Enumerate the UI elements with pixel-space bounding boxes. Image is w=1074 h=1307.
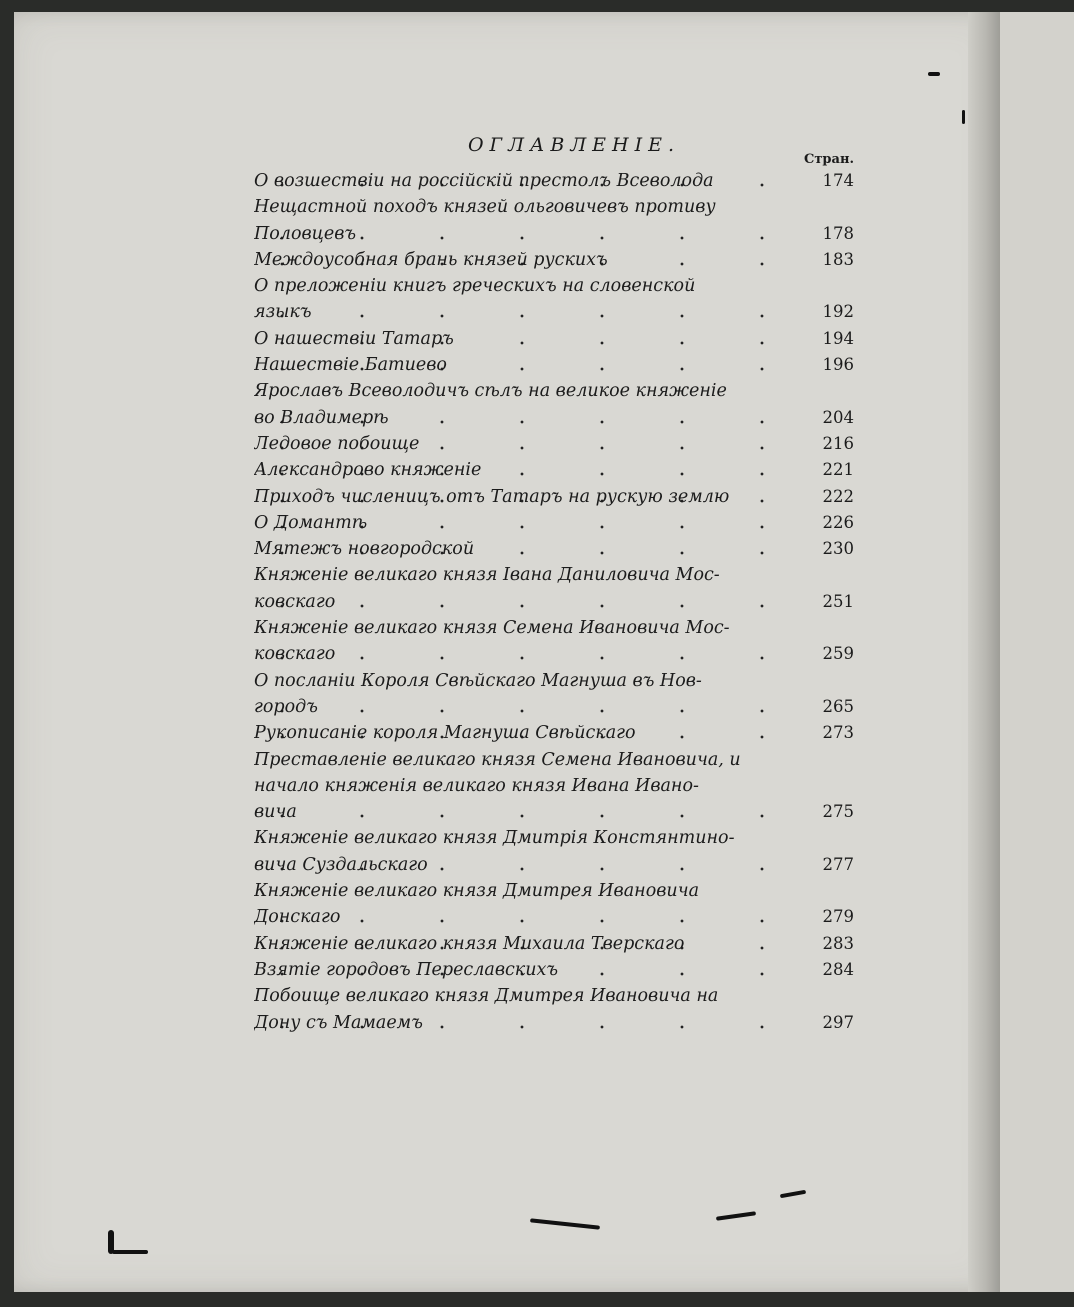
toc-entry [254,852,854,878]
toc-entry-title: Дону съ Мамаемъ [254,1010,802,1036]
toc-entry-page: 196 [822,355,854,375]
toc-entry-title: начало княженія великаго князя Ивана Ивано- [254,775,699,796]
toc-entry-title: Княженіе великаго князя Дмитрея Ивановича [254,881,700,902]
toc-entry-title: Нашествіе Батиево [254,352,802,378]
toc-entry-title: Преставленіе великаго князя Семена Ивановича, и [254,749,741,770]
toc-entry-page: 204 [822,407,854,427]
toc-entry-page: 174 [822,171,854,190]
toc-entry-title: О посланіи Короля Свѣйскаго Магнуша въ Нов- [254,670,702,691]
toc-entry-page: 222 [822,486,854,506]
toc-entry-title: О преложеніи книгъ греческихъ на словенской [254,276,696,297]
toc-entry [254,773,854,799]
toc-entry-title: Половцевъ [254,221,802,247]
toc-entry [254,957,854,983]
toc-entry-title: Взятіе городовъ Переславскихъ [254,957,802,983]
table-of-contents [254,130,854,1036]
toc-entry [254,247,854,273]
toc-entry-page: 183 [822,249,854,269]
ink-mark [928,72,940,76]
toc-entry [254,484,854,510]
toc-entry-title: вича Суздальскаго [254,852,802,878]
toc-entry [254,641,854,667]
toc-entry-title: Княженіе великаго князя Михаила Тверскаго [254,931,802,957]
toc-entry [254,904,854,930]
toc-entry-page: 297 [822,1012,854,1032]
toc-entry [254,983,854,1009]
toc-entry [254,799,854,825]
toc-entry-page: 277 [822,854,854,874]
toc-entry [254,299,854,325]
toc-entry [254,720,854,746]
toc-entry-title: О возшествіи на россійскій престолъ Всеволода [254,168,802,194]
toc-entry-page: 279 [822,907,854,927]
toc-entry [254,431,854,457]
facing-page-edge [1000,12,1074,1292]
toc-entry-page: 226 [822,512,854,532]
toc-entry-page: 216 [822,433,854,453]
toc-entry [254,1010,854,1036]
toc-entry-page: 283 [822,933,854,953]
toc-entry-title: ковскаго [254,589,802,615]
toc-entry-page: 265 [822,696,854,716]
toc-entry-title: во Владимерѣ [254,405,802,431]
toc-entry [254,194,854,220]
toc-entry-title: Княженіе великаго князя Дмитрія Констянтино- [254,828,735,849]
toc-entry [254,378,854,404]
toc-list [254,168,854,1036]
ink-mark [962,110,965,124]
toc-entry [254,352,854,378]
toc-entry-title: ковскаго [254,641,802,667]
toc-entry-title: городъ [254,694,802,720]
page-column-label: Стран. [804,152,854,167]
toc-entry-page: 273 [822,723,854,743]
toc-entry-page: 221 [822,460,854,480]
toc-entry-page: 251 [822,591,854,611]
toc-entry-title: О нашествіи Татаръ [254,326,802,352]
toc-entry-title: Междоусобная брань князей рускихъ [254,247,802,273]
toc-entry-title: языкъ [254,299,802,325]
toc-entry [254,878,854,904]
page-title: ОГЛАВЛЕНІЕ. [467,134,681,156]
toc-entry-title: Мятежъ новгородской [254,536,802,562]
toc-entry [254,168,854,194]
toc-entry-page: 275 [822,802,854,822]
toc-entry [254,536,854,562]
toc-entry [254,326,854,352]
toc-entry-title: Нещастной походъ князей ольговичевъ противу [254,197,716,218]
toc-entry-title: вича [254,799,802,825]
toc-entry-page: 178 [822,223,854,243]
toc-entry [254,668,854,694]
toc-entry-page: 230 [822,539,854,559]
toc-entry [254,405,854,431]
toc-entry-title: Побоище великаго князя Дмитрея Ивановича на [254,986,719,1007]
toc-entry [254,221,854,247]
toc-entry-title: Ярославъ Всеволодичъ сѣлъ на великое княженіе [254,381,727,402]
ink-mark [112,1250,148,1254]
toc-entry-title: Княженіе великаго князя Івана Даниловича Мос- [254,565,720,586]
toc-entry [254,694,854,720]
toc-entry-title: Александрово княженіе [254,457,802,483]
toc-entry-title: Приходъ численицъ отъ Татаръ на рускую землю [254,484,802,510]
toc-entry-page: 192 [822,302,854,322]
toc-entry-title: Донскаго [254,904,802,930]
toc-entry [254,747,854,773]
toc-entry-title: Княженіе великаго князя Семена Ивановича Мос- [254,618,730,639]
toc-entry-page: 194 [822,328,854,348]
toc-entry [254,562,854,588]
toc-entry-title: О Домантѣ [254,510,802,536]
toc-entry [254,273,854,299]
toc-entry [254,931,854,957]
toc-entry-page: 284 [822,959,854,979]
toc-entry-title: Ледовое побоище [254,431,802,457]
toc-entry [254,457,854,483]
toc-entry [254,589,854,615]
toc-entry [254,615,854,641]
toc-entry [254,510,854,536]
toc-entry-page: 259 [822,644,854,664]
toc-entry [254,825,854,851]
toc-entry-title: Рукописаніе короля Магнуша Свѣйскаго [254,720,802,746]
